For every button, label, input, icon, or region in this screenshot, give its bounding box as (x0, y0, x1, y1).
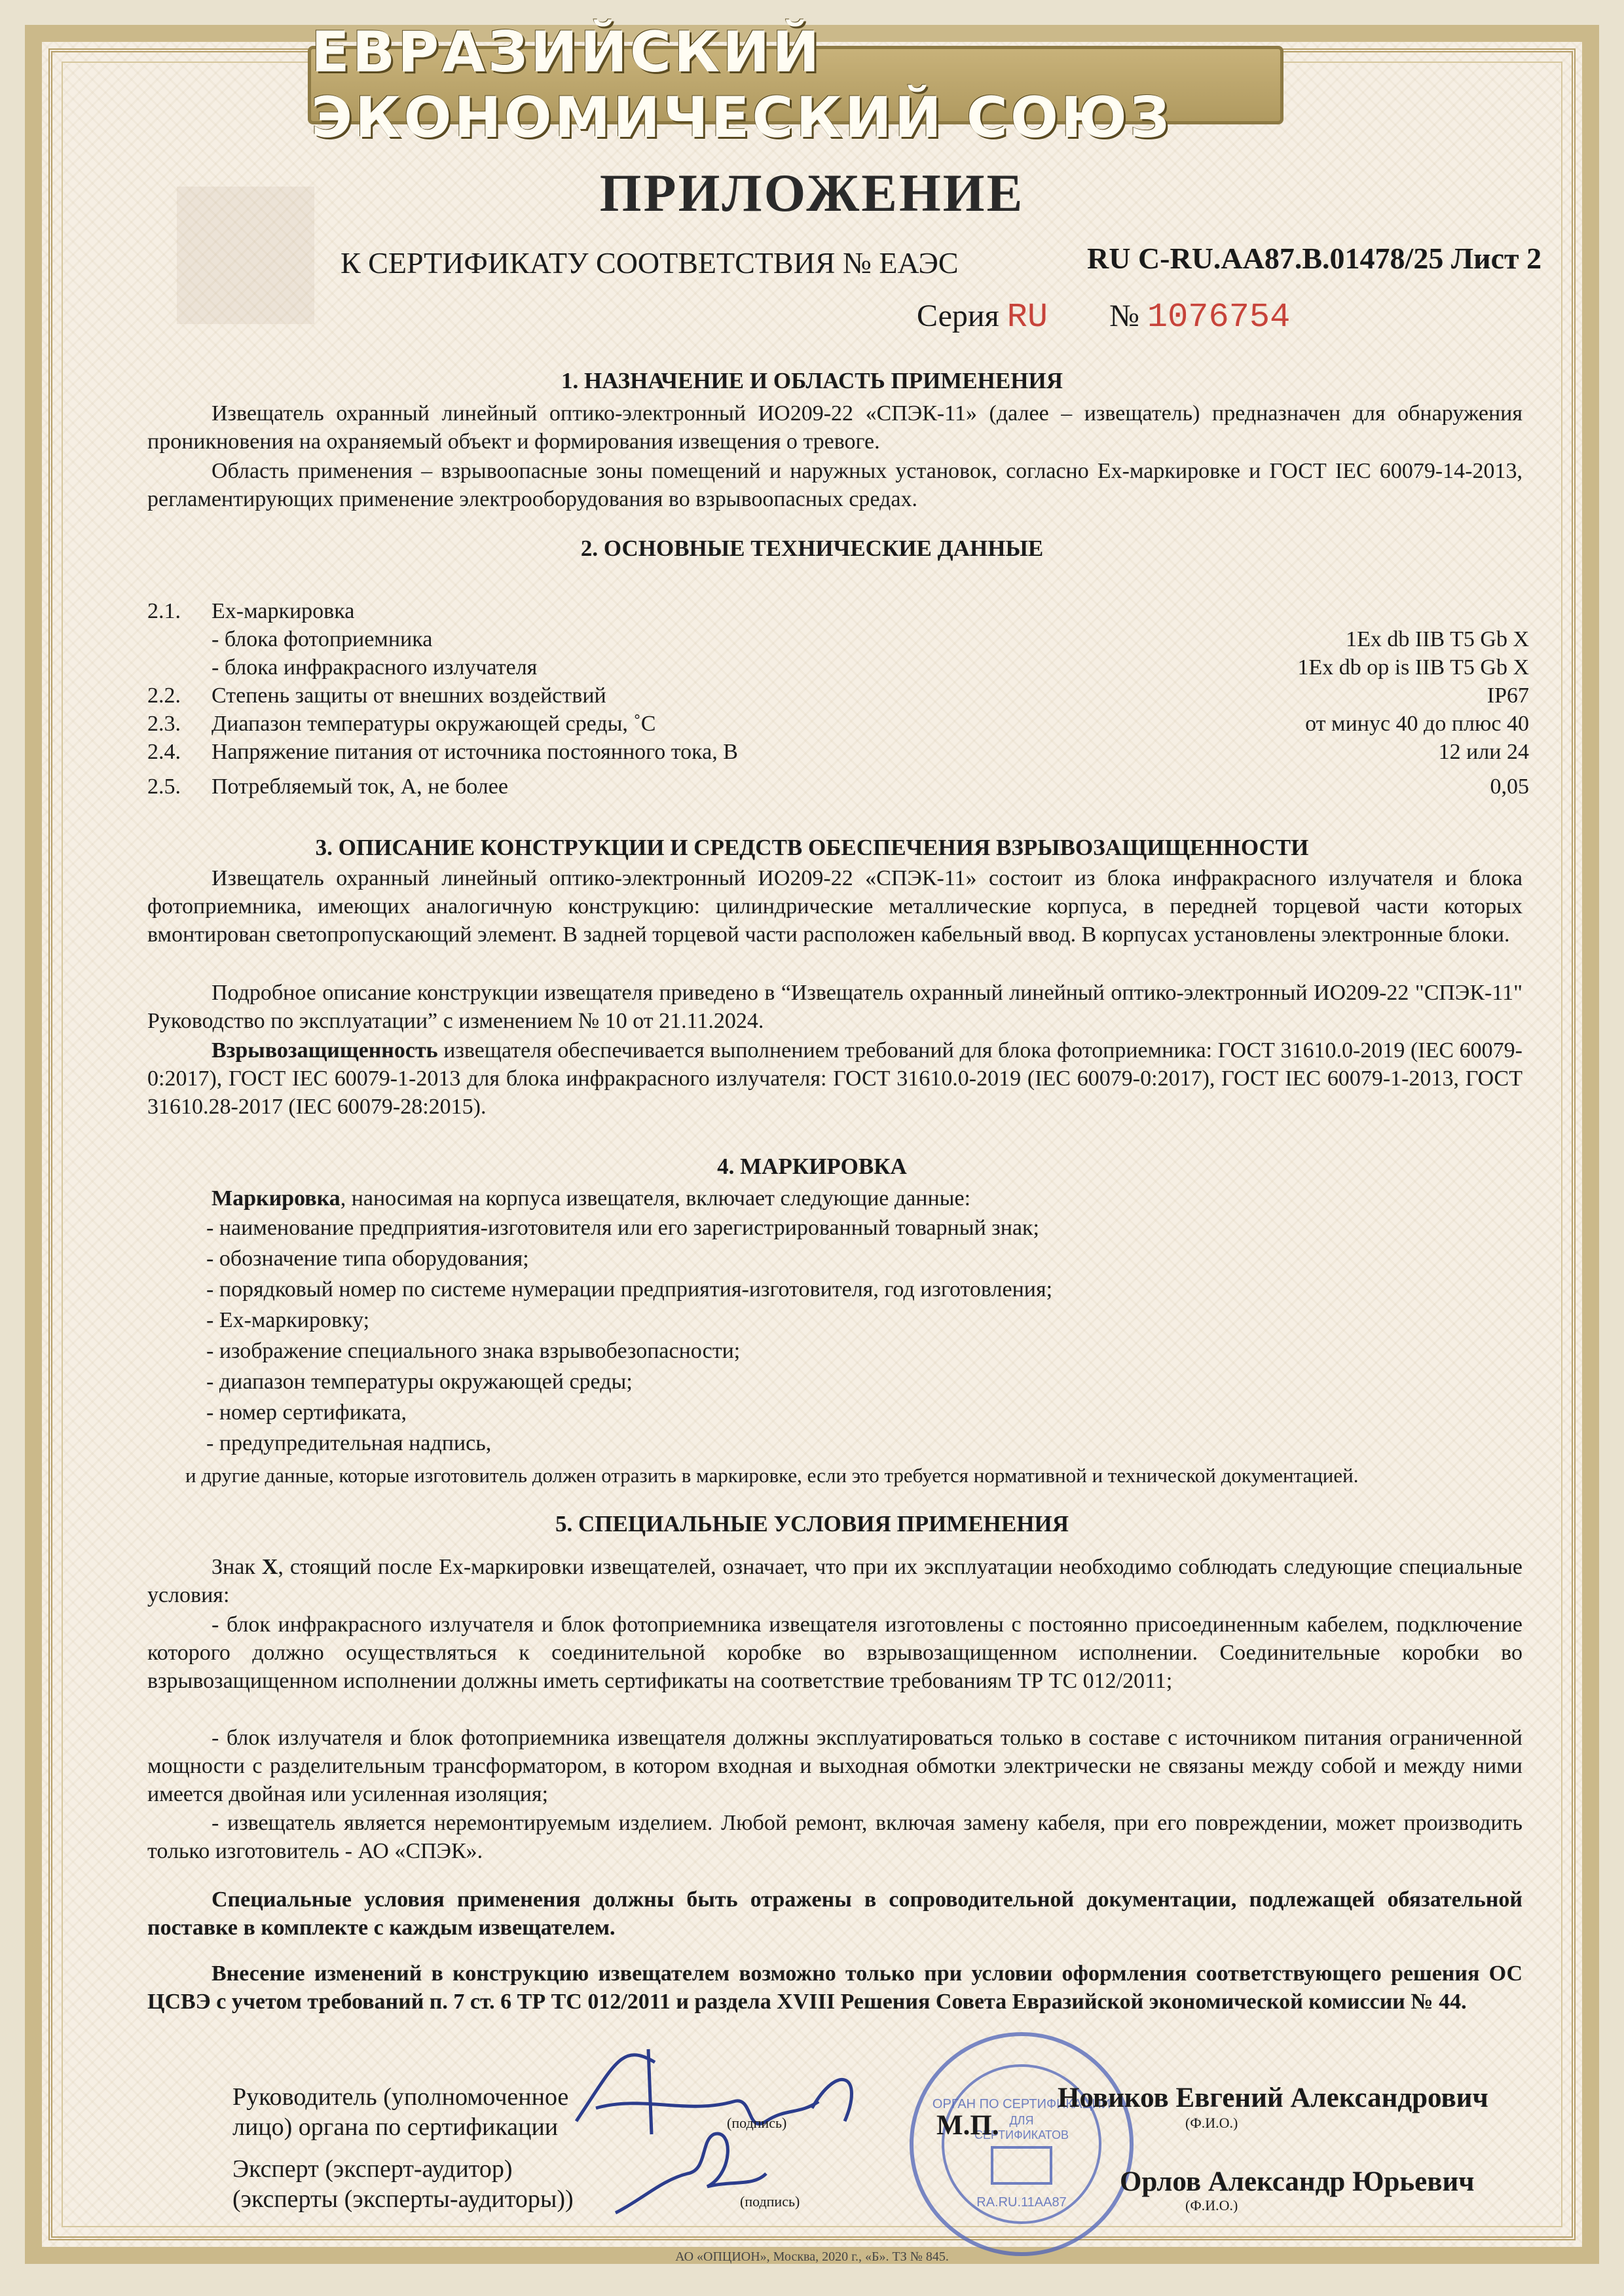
podpis-label-1: (подпись) (727, 2115, 787, 2131)
marking-list-item: - диапазон температуры окружающей среды; (206, 1370, 633, 1394)
row-label: Диапазон температуры окружающей среды, ˚С (212, 712, 656, 736)
s5-p1-a: Знак (212, 1555, 262, 1579)
head-label (232, 2082, 568, 2142)
s1-paragraph-1: Извещатель охранный линейный оптико-электронный ИО209-22 «СПЭК-11» (далее – извещатель) предназначен для обнаружения проникновения на охраняемый объект и формирования извещения о тревоге. (147, 401, 1522, 454)
row-value: 12 или 24 (1438, 740, 1529, 764)
marking-list-item: - изображение специального знака взрывобезопасности; (206, 1339, 741, 1363)
s5-p1-b: , стоящий после Ex-маркировки извещателей, означает, что при их эксплуатации необходимо соблюдать следующие специальные условия: (147, 1555, 1522, 1607)
marking-list-item: - предупредительная надпись, (206, 1431, 492, 1455)
tech-data-row (147, 627, 1529, 655)
podpis-label-2: (подпись) (740, 2193, 800, 2210)
row-value: от минус 40 до плюс 40 (1305, 712, 1529, 736)
marking-list-item: - наименование предприятия-изготовителя или его зарегистрированный товарный знак; (206, 1216, 1039, 1240)
head-signature (576, 2049, 851, 2134)
section-3-heading: 3. ОПИСАНИЕ КОНСТРУКЦИИ И СРЕДСТВ ОБЕСПЕЧЕНИЯ ВЗРЫВОЗАЩИЩЕННОСТИ (315, 835, 1309, 860)
marking-list-item: - номер сертификата, (206, 1400, 407, 1425)
stamp-inner-2: ДЛЯ (1009, 2114, 1034, 2127)
marking-list-item: - Ex-маркировку; (206, 1308, 370, 1332)
tech-data-row (147, 655, 1529, 683)
row-value: IP67 (1486, 683, 1529, 708)
s3-paragraph-3-text: извещателя обеспечивается выполнением требований для блока фотоприемника: ГОСТ 31610.0-2019 (IEC 60079-0:2017), ГОСТ IEC 60079-1-2013 для блока инфракрасного излучателя: ГОСТ 31610.0-2019 (IEC 60079-0:2017), ГОСТ IEC 60079-1-2013, ГОСТ 31610.28-2017 (IEC 60079-28:2015). (147, 1038, 1522, 1119)
section-5-heading: 5. СПЕЦИАЛЬНЫЕ УСЛОВИЯ ПРИМЕНЕНИЯ (555, 1511, 1069, 1537)
certificate-number: RU C-RU.AA87.B.01478/25 Лист 2 (1087, 242, 1542, 275)
fio-label-2: (Ф.И.О.) (1185, 2197, 1238, 2214)
row-value: 1Ex db op is IIB T5 Gb X (1297, 655, 1529, 680)
series-line (917, 298, 1290, 337)
subtitle: К СЕРТИФИКАТУ СООТВЕТСТВИЯ № ЕАЭС (341, 246, 959, 280)
row-number: 2.5. (147, 774, 181, 799)
row-value: 1Ex db IIB T5 Gb X (1346, 627, 1529, 651)
row-label: Напряжение питания от источника постоянного тока, В (212, 740, 738, 764)
tech-data-row (147, 599, 1529, 627)
row-label: Потребляемый ток, А, не более (212, 774, 508, 799)
row-number: 2.4. (147, 740, 181, 764)
expert-label-line-2: (эксперты (эксперты-аудиторы)) (232, 2185, 574, 2213)
row-label: - блока инфракрасного излучателя (212, 655, 538, 680)
tech-data-row (147, 683, 1529, 712)
row-label: - блока фотоприемника (212, 627, 433, 651)
s1-paragraph-2: Область применения – взрывоопасные зоны помещений и наружных установок, согласно Ex-маркировке и ГОСТ IEC 60079-14-2013, регламентирующих применение электрооборудования во взрывоопасных средах. (147, 459, 1522, 511)
s5-bold-note-2: Внесение изменений в конструкцию извещателем возможно только при условии оформления соответствующего решения ОС ЦСВЭ с учетом требований п. 7 ст. 6 ТР ТС 012/2011 и раздела XVIII Решения Совета Евразийской экономической комиссии № 44. (147, 1961, 1522, 2014)
tech-data-row (147, 740, 1529, 768)
s4-outro: и другие данные, которые изготовитель должен отразить в маркировке, если это требуется нормативной и технической документацией. (185, 1464, 1359, 1487)
s5-bold-note-1: Специальные условия применения должны быть отражены в сопроводительной документации, подлежащей обязательной поставке в комплекте с каждым извещателем. (147, 1887, 1522, 1940)
series-label: Серия (917, 299, 999, 333)
organization-stamp (871, 2026, 1172, 2262)
fio-label-1: (Ф.И.О.) (1185, 2115, 1238, 2131)
s3-paragraph-2: Подробное описание конструкции извещателя приведено в “Извещатель охранный линейный оптико-электронный ИО209-22 "СПЭК-11" Руководство по эксплуатации” с изменением № 10 от 21.11.2024. (147, 981, 1522, 1033)
section-2-heading: 2. ОСНОВНЫЕ ТЕХНИЧЕСКИЕ ДАННЫЕ (580, 536, 1044, 561)
row-number: 2.2. (147, 683, 181, 708)
page-title: ПРИЛОЖЕНИЕ (599, 163, 1025, 223)
s3-bold-term: Взрывозащищенность (212, 1038, 438, 1063)
union-banner (308, 20, 1283, 151)
section-4-heading: 4. МАРКИРОВКА (717, 1154, 907, 1179)
marking-list-item: - обозначение типа оборудования; (206, 1247, 529, 1271)
s4-intro (212, 1186, 970, 1211)
s5-paragraph-4: - извещатель является неремонтируемым изделием. Любой ремонт, включая замену кабеля, при его повреждении, может производить только изготовитель - АО «СПЭК». (147, 1811, 1522, 1863)
tech-data-row (147, 712, 1529, 740)
marking-list-item: - порядковый номер по системе нумерации предприятия-изготовителя, год изготовления; (206, 1277, 1053, 1302)
number-label: № (1109, 299, 1139, 333)
banner-text: ЕВРАЗИЙСКИЙ ЭКОНОМИЧЕСКИЙ СОЮЗ (311, 20, 1172, 151)
s5-p1-x: X (261, 1555, 278, 1579)
s5-paragraph-3: - блок излучателя и блок фотоприемника извещателя должны эксплуатироваться только в составе с источником питания ограниченной мощности с разделительным трансформатором, в котором входная и выходная обмотки электрически не связаны между собой и между ними имеется двойная или усиленная изоляция; (147, 1726, 1522, 1806)
head-name: Новиков Евгений Александрович (1058, 2083, 1488, 2113)
expert-label (232, 2154, 574, 2214)
s3-paragraph-1: Извещатель охранный линейный оптико-электронный ИО209-22 «СПЭК-11» состоит из блока инфракрасного излучателя и блока фотоприемника, имеющих аналогичную конструкцию: цилиндрические металлические корпуса, в передней торцевой части которых вмонтирован светопропускающий элемент. В задней торцевой части расположен кабельный ввод. В корпусах установлены электронные блоки. (147, 866, 1522, 947)
row-number: 2.1. (147, 599, 181, 623)
row-value: 0,05 (1490, 774, 1529, 799)
s5-paragraph-1 (147, 1553, 1522, 1609)
section-1-heading: 1. НАЗНАЧЕНИЕ И ОБЛАСТЬ ПРИМЕНЕНИЯ (561, 368, 1063, 393)
head-label-line-2: лицо) органа по сертификации (232, 2113, 559, 2141)
stamp-inner-3: СЕРТИФИКАТОВ (974, 2128, 1069, 2141)
row-label: Степень защиты от внешних воздействий (212, 683, 606, 708)
stamp-reg-number: RA.RU.11АА87 (976, 2195, 1067, 2210)
s5-paragraph-2: - блок инфракрасного излучателя и блок фотоприемника извещателя изготовлены с постоянно присоединенным кабелем, подключение которого должно осуществляться к соединительной коробке во взрывозащищенном исполнении. Соединительные коробки во взрывозащищенном исполнении должны иметь сертификаты на соответствие требованиям ТР ТС 012/2011; (147, 1613, 1522, 1693)
expert-label-line-1: Эксперт (эксперт-аудитор) (232, 2155, 513, 2183)
row-number: 2.3. (147, 712, 181, 736)
s3-paragraph-3 (147, 1036, 1522, 1121)
stamp-inner-1: ОРГАН ПО СЕРТИФИКАЦИИ (932, 2097, 1111, 2111)
mp-label: М.П. (936, 2110, 999, 2141)
stamp-eac-mark (992, 2147, 1051, 2183)
printer-footer: АО «ОПЦИОН», Москва, 2020 г., «Б». ТЗ № 845. (675, 2250, 949, 2264)
series-number: 1076754 (1147, 298, 1291, 337)
s4-intro-text: , наносимая на корпуса извещателя, включает следующие данные: (340, 1186, 971, 1211)
s4-bold-term: Маркировка (212, 1186, 341, 1211)
signatures-drawing (537, 2023, 904, 2219)
series-code: RU (1006, 298, 1048, 337)
expert-name: Орлов Александр Юрьевич (1120, 2166, 1475, 2197)
row-label: Ex-маркировка (212, 599, 355, 623)
head-label-line-1: Руководитель (уполномоченное (232, 2083, 569, 2111)
tech-data-row (147, 774, 1529, 803)
